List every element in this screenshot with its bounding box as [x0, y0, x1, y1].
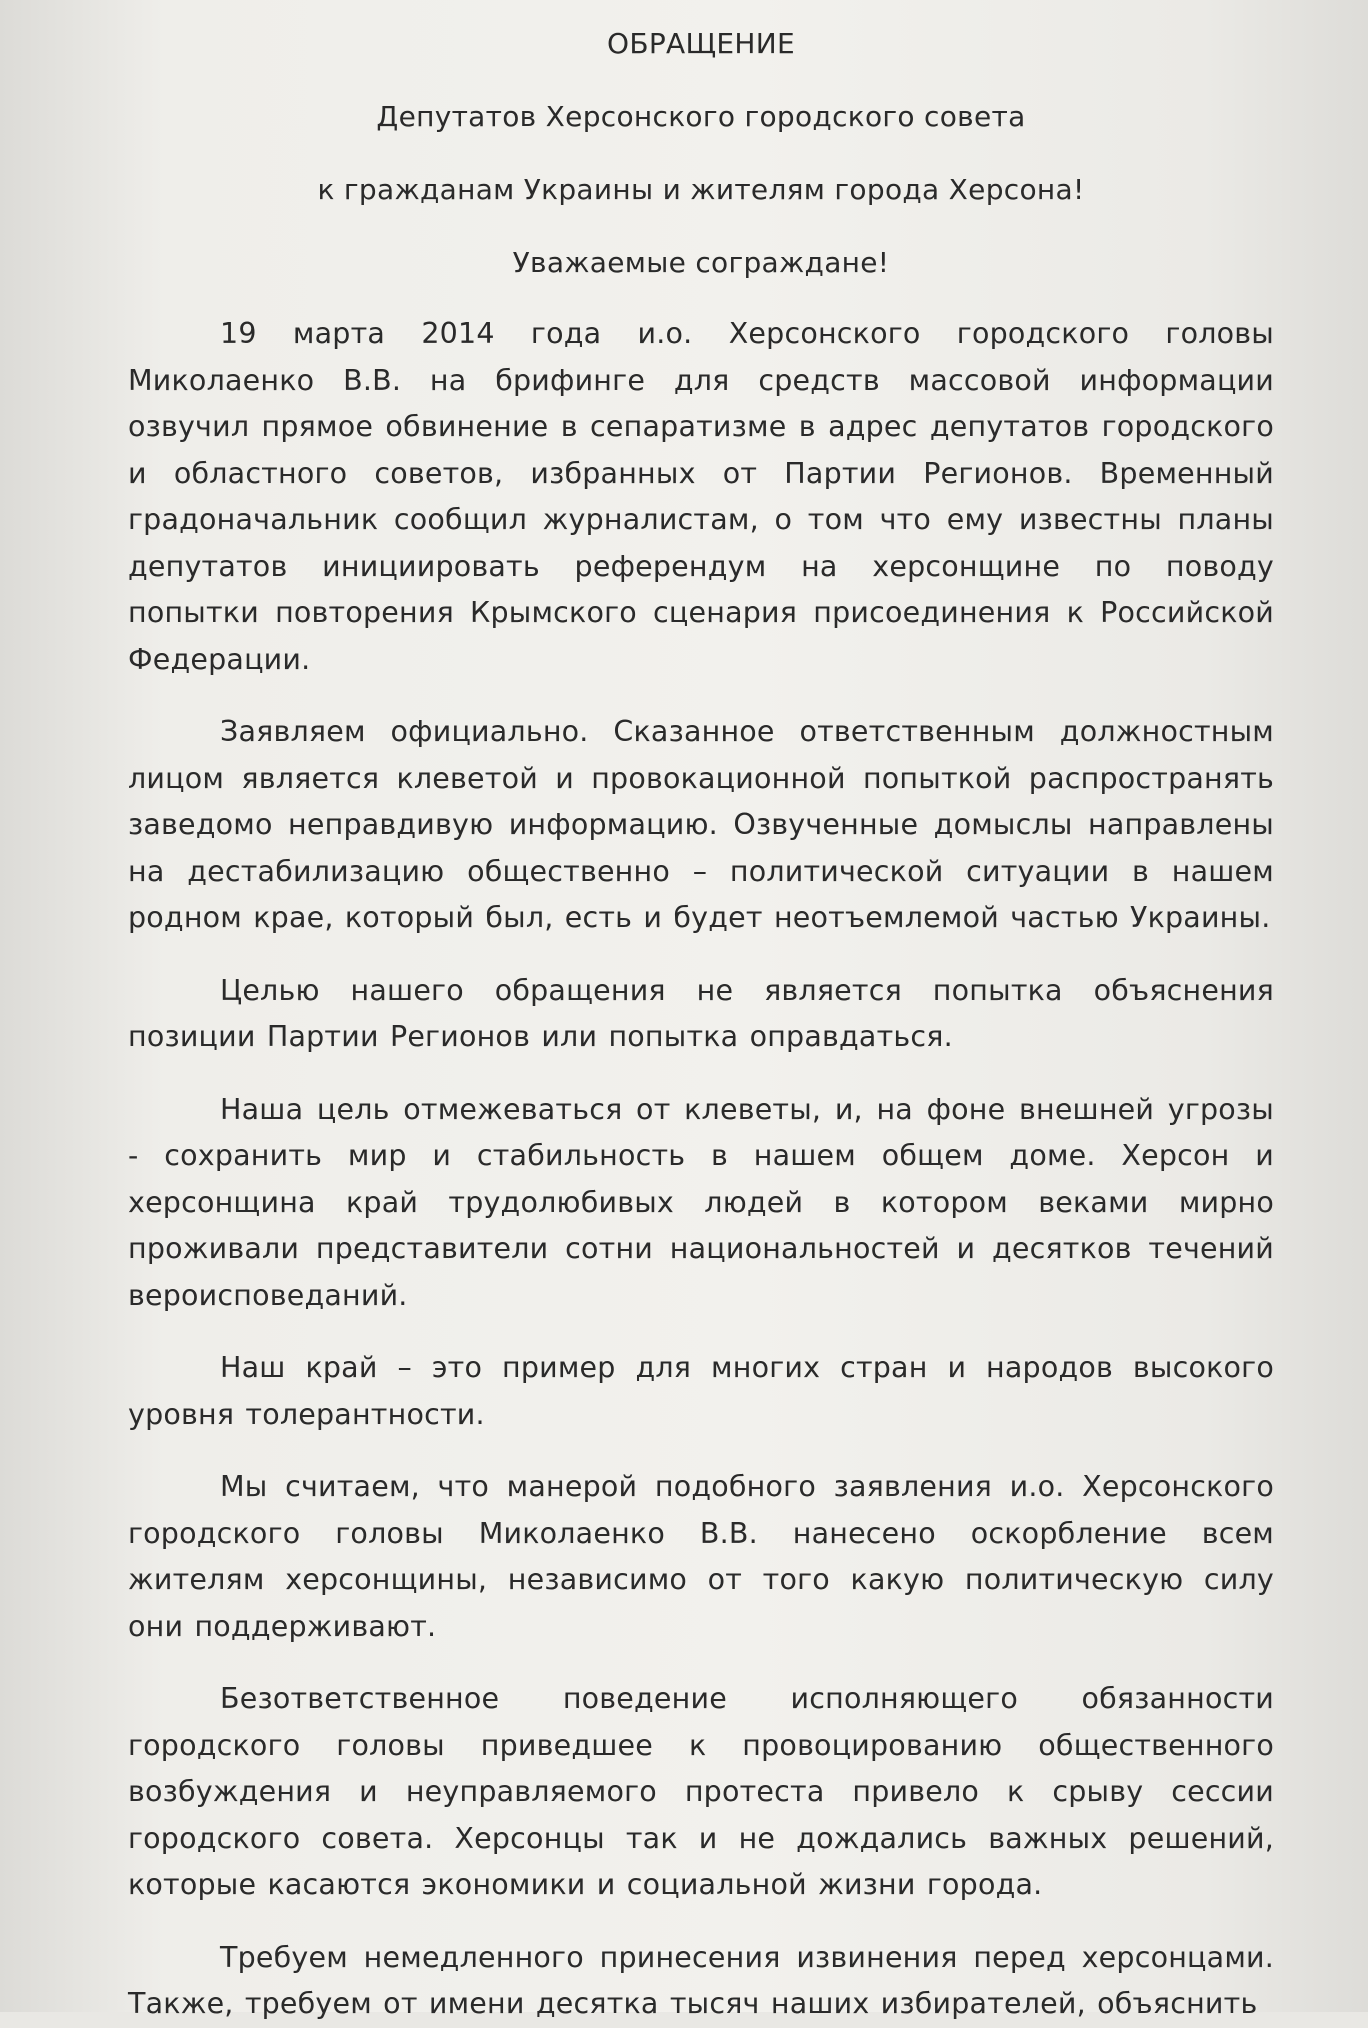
paragraph-5: Наш край – это пример для многих стран и народов высокого уровня толерантности.: [128, 1351, 1274, 1431]
document-subtitle-line2: к гражданам Украины и жителям города Херсона!: [317, 173, 1085, 206]
document-body: [128, 311, 1274, 2028]
paragraph-6: Мы считаем, что манерой подобного заявления и.о. Херсонского городского головы Миколаенко В.В. нанесено оскорбление всем жителям херсонщины, независимо от того какую политическую силу они поддерживают.: [128, 1470, 1274, 1643]
document-subtitle-line1: Депутатов Херсонского городского совета: [376, 100, 1026, 133]
paragraph-3: Целью нашего обращения не является попытка объяснения позиции Партии Регионов или попытка оправдаться.: [128, 973, 1274, 1053]
paragraph-2: Заявляем официально. Сказанное ответственным должностным лицом является клеветой и провокационной попыткой распространять заведомо неправдивую информацию. Озвученные домыслы направлены на дестабилизацию общественно – политической ситуации в нашем родном крае, который был, есть и будет неотъемлемой частью Украины.: [128, 715, 1274, 934]
paragraph-7: Безответственное поведение исполняющего обязанности городского головы приведшее к провоцированию общественного возбуждения и неуправляемого протеста привело к срыву сессии городского совета. Херсонцы так и не дождались важных решений, которые касаются экономики и социальной жизни города.: [128, 1682, 1274, 1901]
document-title: ОБРАЩЕНИЕ: [607, 27, 795, 60]
paragraph-4: Наша цель отмежеваться от клеветы, и, на фоне внешней угрозы - сохранить мир и стабильность в нашем общем доме. Херсон и херсонщина край трудолюбивых людей в котором веками мирно проживали представители сотни национальностей и десятков течений вероисповеданий.: [128, 1092, 1274, 1312]
paragraph-1: 19 марта 2014 года и.о. Херсонского городского головы Миколаенко В.В. на брифинге для средств массовой информации озвучил прямое обвинение в сепаратизме в адрес депутатов городского и областного советов, избранных от Партии Регионов. Временный градоначальник сообщил журналистам, о том что ему известны планы депутатов инициировать референдум на херсонщине по поводу попытки повторения Крымского сценария присоединения к Российской Федерации.: [128, 317, 1274, 676]
paragraph-8: Требуем немедленного принесения извинения перед херсонцами. Также, требуем от имени десятка тысяч наших избирателей, объяснить: [128, 1940, 1274, 2020]
greeting: Уважаемые сограждане!: [512, 246, 890, 279]
